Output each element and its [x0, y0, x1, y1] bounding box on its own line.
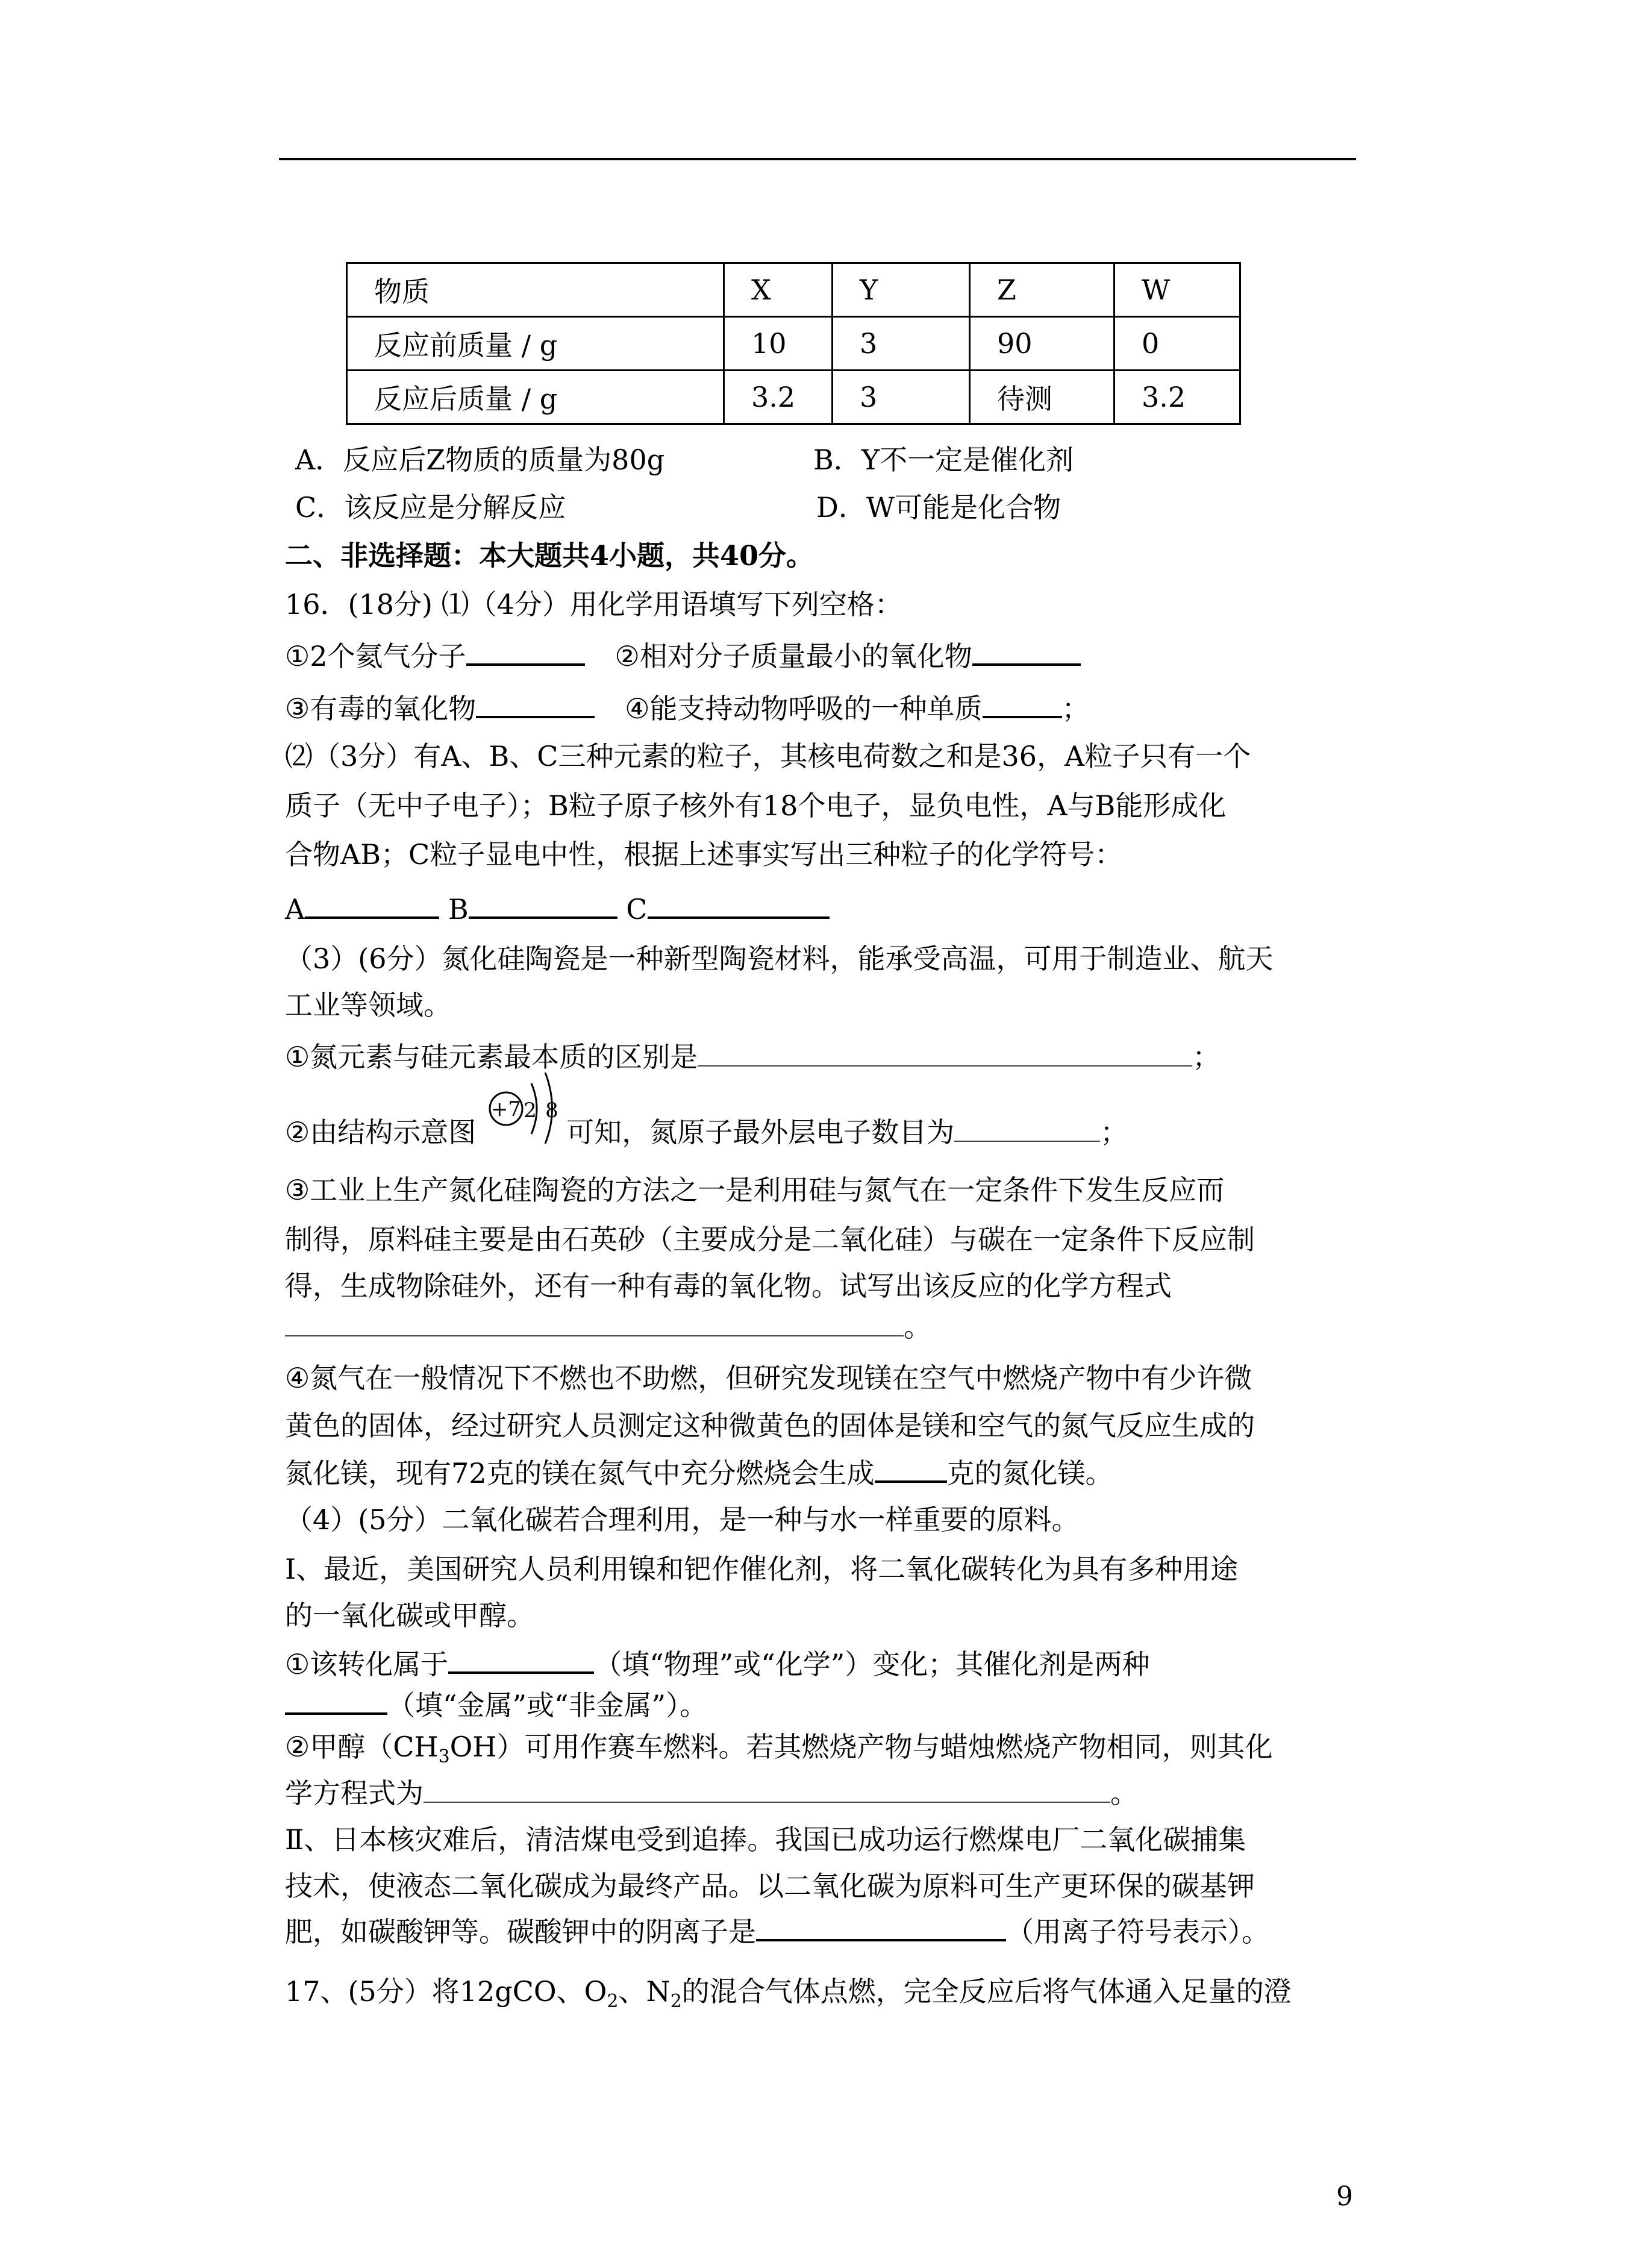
text: （用离子符号表示）。 [1006, 1916, 1269, 1948]
mass-table [346, 262, 1241, 425]
table-cell: 反应前质量 / g [347, 317, 724, 371]
text: 17、(5分）将12gCO、O [285, 1975, 607, 2008]
answer-blank[interactable] [448, 1645, 594, 1674]
text: ； [1192, 1041, 1221, 1073]
text: 学方程式为 [285, 1777, 424, 1809]
table-row [347, 317, 1240, 371]
table-row [347, 371, 1240, 424]
q16-line [285, 890, 830, 926]
q16-line [285, 637, 1081, 673]
table-cell: 3 [833, 317, 970, 371]
answer-blank[interactable] [875, 1454, 947, 1483]
table-cell: 3.2 [724, 371, 833, 424]
q16-line: ⑵（3分）有A、B、C三种元素的粒子，其核电荷数之和是36，A粒子只有一个 [285, 740, 1251, 772]
q16-line: 质子（无中子电子）；B粒子原子核外有18个电子，显负电性，A与B能形成化 [285, 789, 1227, 822]
answer-blank[interactable] [469, 890, 617, 919]
text: ②甲醇（CH [285, 1731, 439, 1763]
shell-2-electrons: 8 [545, 1098, 559, 1123]
text: 克的氮化镁。 [946, 1457, 1113, 1490]
text: A [285, 893, 305, 926]
option-b: B．Y不一定是催化剂 [813, 443, 1074, 476]
q16-line: 黄色的固体，经过研究人员测定这种微黄色的固体是镁和空气的氮气反应生成的 [285, 1409, 1255, 1442]
table-cell: 反应后质量 / g [347, 371, 724, 424]
q16-line: ③工业上生产氮化硅陶瓷的方法之一是利用硅与氮气在一定条件下发生反应而 [285, 1174, 1225, 1206]
answer-blank[interactable] [972, 637, 1081, 666]
table-cell: 3.2 [1114, 371, 1240, 424]
q16-line: 工业等领域。 [285, 989, 451, 1021]
text: C [626, 893, 648, 926]
table-cell: Y [833, 263, 970, 317]
text: ； [1061, 692, 1090, 725]
text: ①氮元素与硅元素最本质的区别是 [285, 1041, 698, 1073]
answer-blank[interactable] [756, 1912, 1006, 1941]
q16-line: Ⅱ、日本核灾难后，清洁煤电受到追捧。我国已成功运行燃煤电厂二氧化碳捕集 [285, 1823, 1246, 1856]
table-cell: 待测 [970, 371, 1114, 424]
text: ③有毒的氧化物 [285, 692, 477, 725]
table-cell: 0 [1114, 317, 1240, 371]
q16-line: 技术，使液态二氧化碳成为最终产品。以二氧化碳为原料可生产更环保的碳基钾 [285, 1870, 1255, 1902]
answer-blank[interactable] [476, 689, 595, 718]
page-number: 9 [1336, 2181, 1353, 2212]
nucleus-charge: +7 [491, 1097, 522, 1121]
table-cell: Z [970, 263, 1114, 317]
shell-1-electrons: 2 [524, 1098, 537, 1123]
text: B [448, 893, 469, 926]
subscript: 3 [438, 1746, 450, 1768]
q16-line: 制得，原料硅主要是由石英砂（主要成分是二氧化硅）与碳在一定条件下反应制 [285, 1223, 1255, 1256]
table-cell: 10 [724, 317, 833, 371]
text: OH）可用作赛车燃料。若其燃烧产物与蜡烛燃烧产物相同，则其化 [449, 1731, 1273, 1763]
text: ②由结构示意图 [285, 1116, 477, 1148]
q16-line [285, 1775, 1138, 1811]
answer-blank[interactable] [305, 890, 439, 919]
text: 、N [618, 1975, 671, 2008]
text: 可知，氮原子最外层电子数目为 [566, 1116, 955, 1148]
table-cell: 3 [833, 371, 970, 424]
q16-line [285, 689, 1090, 725]
answer-blank[interactable] [424, 1775, 1110, 1803]
q16-line [285, 1645, 1149, 1681]
text: ②相对分子质量最小的氧化物 [614, 640, 972, 672]
text: 。 [1110, 1777, 1138, 1809]
table-cell: X [724, 263, 833, 317]
q16-line [285, 1729, 1273, 1768]
table-cell: 90 [970, 317, 1114, 371]
answer-blank[interactable] [648, 890, 830, 919]
text: ①该转化属于 [285, 1648, 449, 1681]
text: （填“金属”或“非金属”）。 [387, 1689, 708, 1721]
q16-line: （4）(5分）二氧化碳若合理利用，是一种与水一样重要的原料。 [285, 1503, 1080, 1536]
text: ； [1100, 1116, 1128, 1148]
answer-blank[interactable] [698, 1039, 1192, 1067]
q17-line [285, 1973, 1292, 2013]
answer-blank[interactable] [466, 637, 585, 666]
answer-blank[interactable] [983, 689, 1062, 718]
option-d: D．W可能是化合物 [816, 491, 1061, 524]
nitrogen-atom-structure-diagram [488, 1054, 566, 1145]
q16-line [285, 1686, 707, 1722]
atom-diagram-wrapper [488, 1097, 566, 1142]
q16-line [285, 1912, 1269, 1949]
q16-line: ④氮气在一般情况下不燃也不助燃，但研究发现镁在空气中燃烧产物中有少许微 [285, 1362, 1252, 1394]
text: 的混合气体点燃，完全反应后将气体通入足量的澄 [681, 1975, 1292, 2008]
option-a: A．反应后Z物质的质量为80g [295, 443, 665, 476]
q16-line [285, 1454, 1113, 1490]
text: 肥，如碳酸钾等。碳酸钾中的阴离子是 [285, 1916, 756, 1948]
answer-blank[interactable] [285, 1686, 387, 1715]
text: 。 [904, 1311, 931, 1343]
subscript: 2 [670, 1991, 682, 2013]
q16-line: 得，生成物除硅外，还有一种有毒的氧化物。试写出该反应的化学方程式 [285, 1270, 1172, 1302]
section-heading: 二、非选择题：本大题共4小题，共40分。 [285, 539, 814, 572]
q16-line [285, 1309, 931, 1345]
table-row [347, 263, 1240, 317]
q16-line: 16．(18分) ⑴（4分）用化学用语填写下列空格： [285, 588, 902, 621]
table-cell: 物质 [347, 263, 724, 317]
q16-line: Ⅰ、最近，美国研究人员利用镍和钯作催化剂，将二氧化碳转化为具有多种用途 [285, 1553, 1239, 1585]
text: （填“物理”或“化学”）变化；其催化剂是两种 [594, 1648, 1150, 1681]
q16-line: 的一氧化碳或甲醇。 [285, 1599, 534, 1632]
option-c: C．该反应是分解反应 [295, 491, 566, 524]
text: 氮化镁，现有72克的镁在氮气中充分燃烧会生成 [285, 1457, 875, 1490]
q16-line [285, 1039, 1220, 1075]
text: ①2个氦气分子 [285, 640, 466, 672]
subscript: 2 [607, 1991, 619, 2013]
answer-blank[interactable] [954, 1114, 1100, 1142]
header-rule [279, 158, 1356, 160]
q16-line: （3）(6分）氮化硅陶瓷是一种新型陶瓷材料，能承受高温，可用于制造业、航天 [285, 942, 1274, 975]
answer-blank[interactable] [285, 1309, 904, 1336]
table-cell: W [1114, 263, 1240, 317]
text: ④能支持动物呼吸的一种单质 [625, 692, 983, 725]
q16-line: 合物AB；C粒子显电中性，根据上述事实写出三种粒子的化学符号： [285, 838, 1123, 871]
q16-line [285, 1097, 1128, 1150]
